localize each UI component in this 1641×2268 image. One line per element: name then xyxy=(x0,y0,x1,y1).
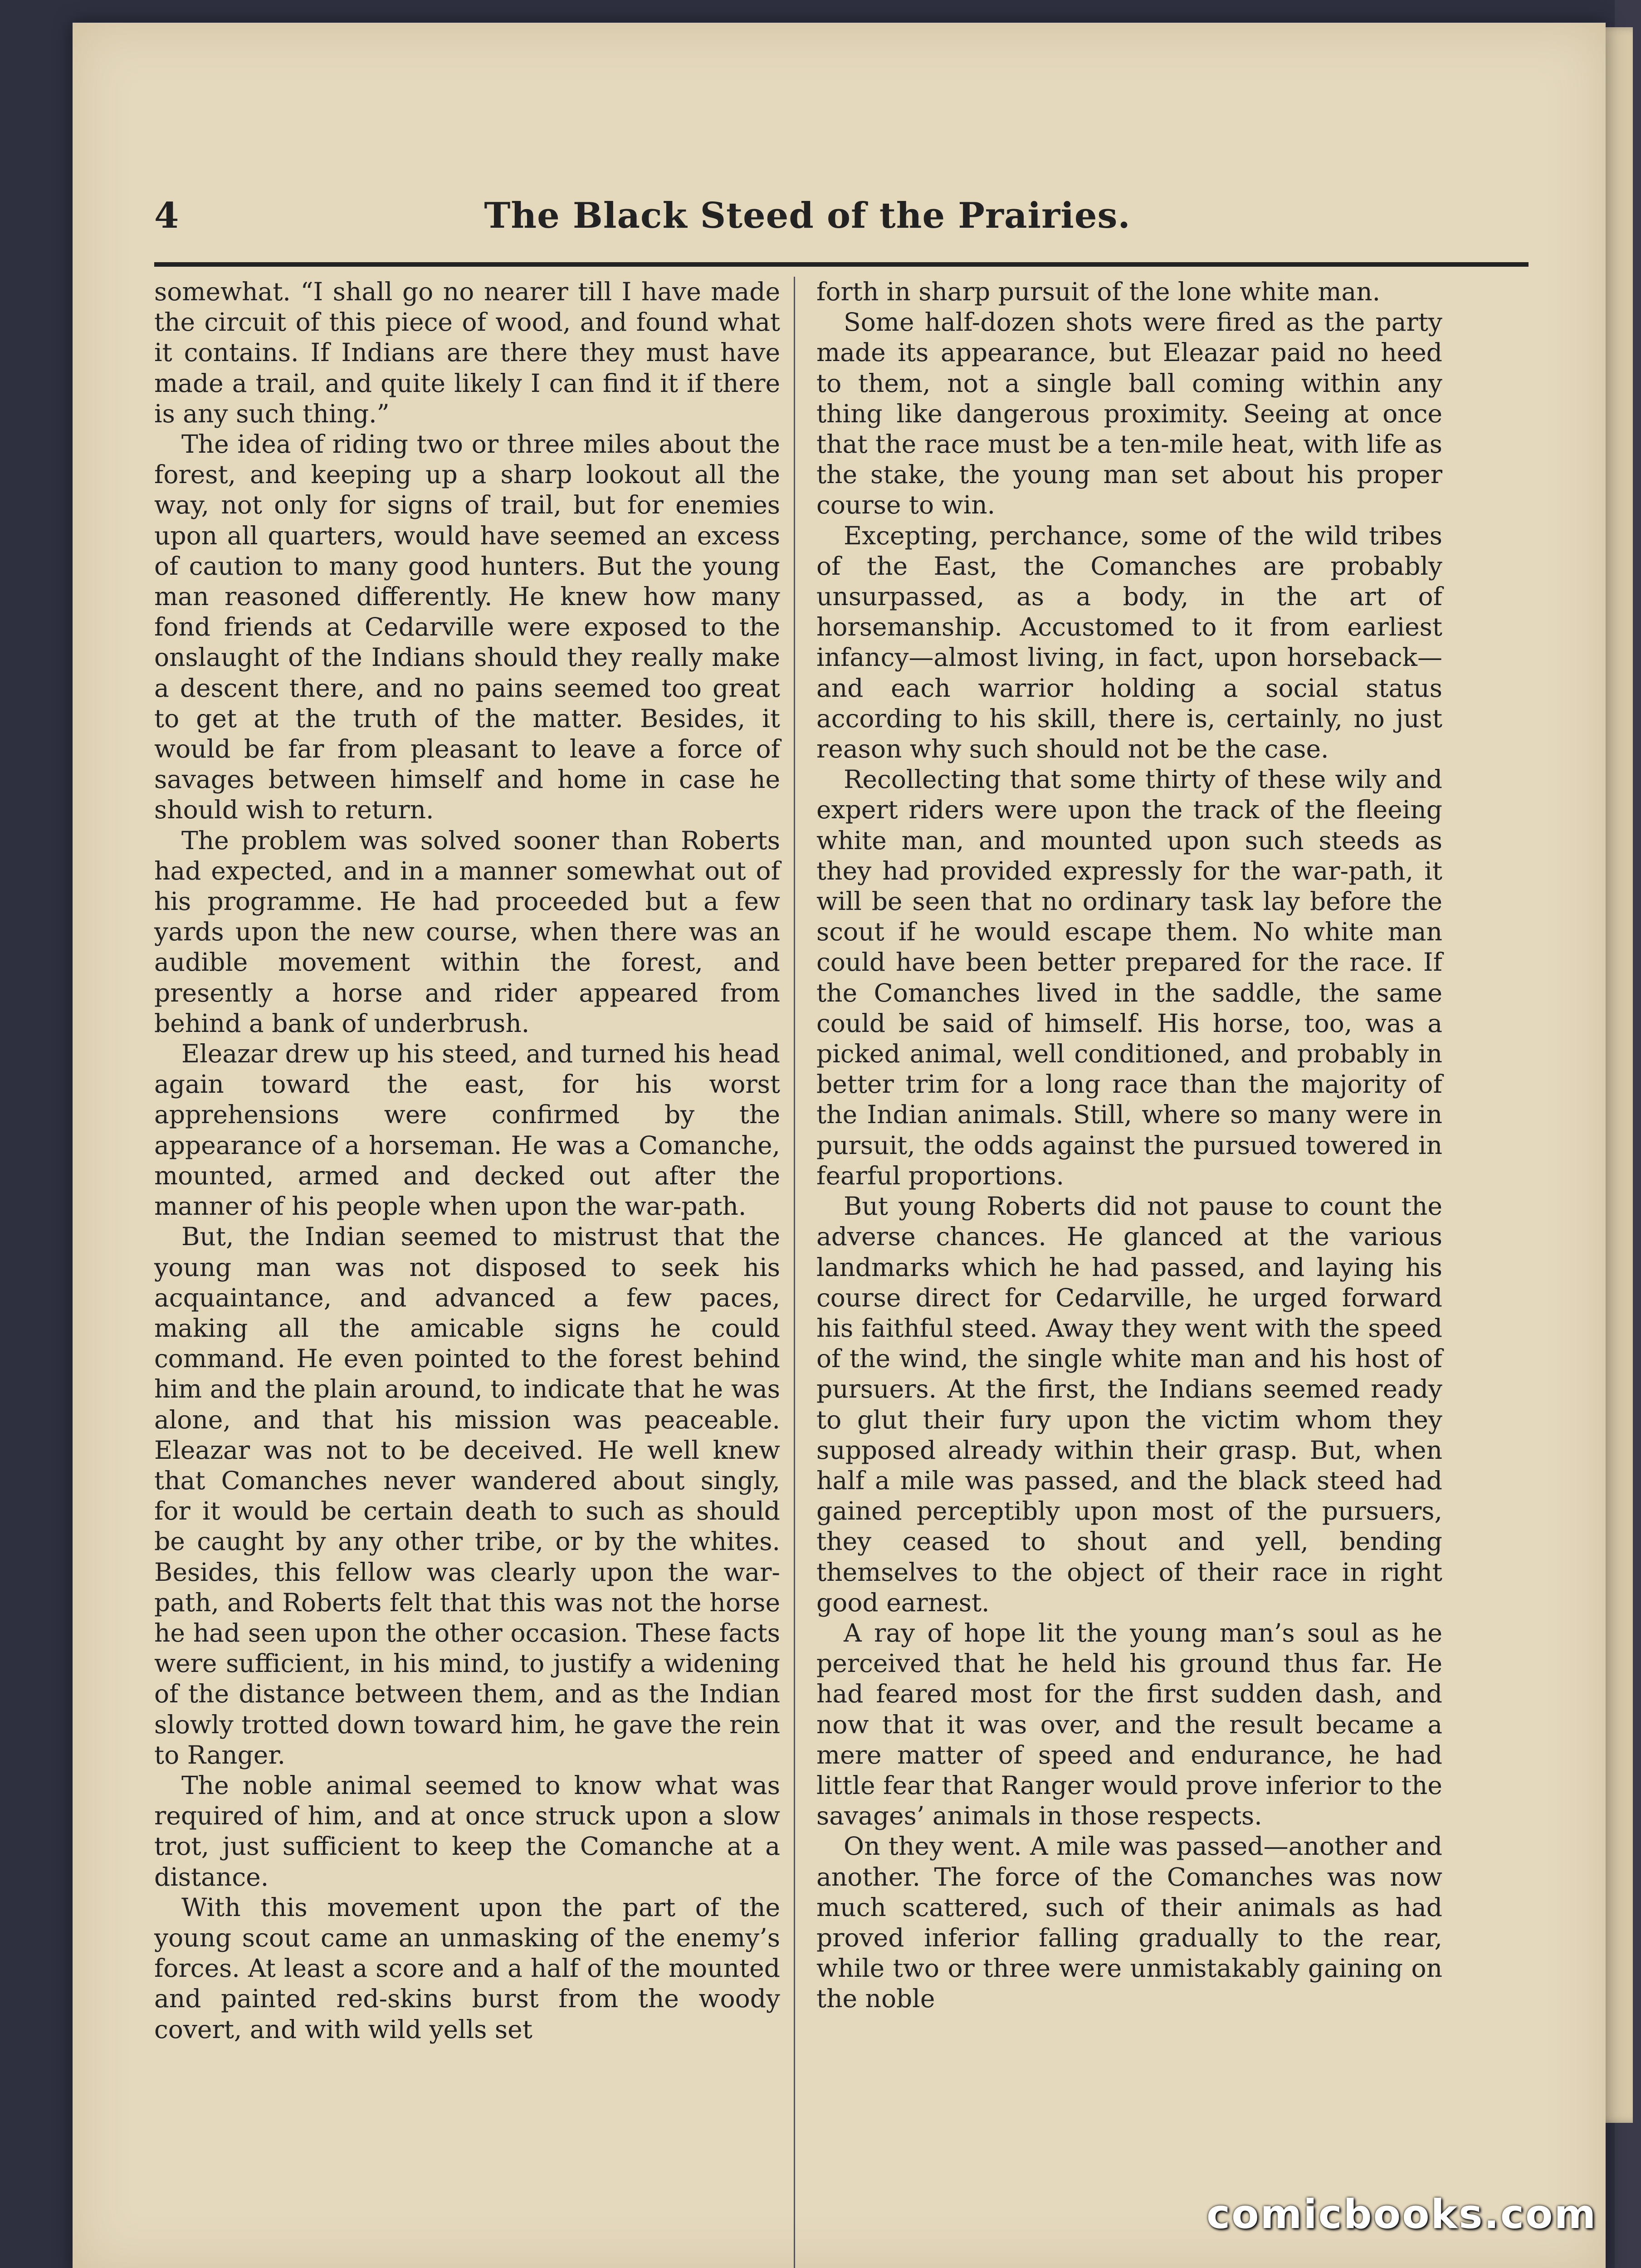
paragraph: On they went. A mile was passed—another and another. The force of the Comanches was now much scattered, such of their animals as had proved inferior falling gradually to the rear, while two or three were unmistakably gaining on the noble xyxy=(816,1832,1442,2014)
paragraph: The problem was solved sooner than Roberts had expected, and in a manner somewhat out of his programme. He had proceeded but a few yards upon the new course, when there was an audible movement within the forest, and presently a horse and rider appeared from behind a bank of underbrush. xyxy=(154,826,780,1038)
watermark: comicbooks.com xyxy=(1206,2191,1597,2238)
paragraph: With this movement upon the part of the young scout came an unmasking of the enemy’s forces. At least a score and a half of the mounted and painted red-skins burst from the woody covert, and with wild yells set xyxy=(154,1892,780,2044)
paragraph: Eleazar drew up his steed, and turned his head again toward the east, for his worst apprehensions were confirmed by the appearance of a horseman. He was a Comanche, mounted, armed and decked out after the manner of his people when upon the war-path. xyxy=(154,1039,780,1221)
paragraph: But young Roberts did not pause to count the adverse chances. He glanced at the various landmarks which he had passed, and laying his course direct for Cedarville, he urged forward his faithful steed. Away they went with the speed of the wind, the single white man and his host of pursuers. At the first, the Indians seemed ready to glut their fury upon the victim whom they supposed already within their grasp. But, when half a mile was passed, and the black steed had gained perceptibly upon most of the pursuers, they ceased to shout and yell, bending themselves to the object of their race in right good earnest. xyxy=(816,1192,1442,1617)
book-page xyxy=(73,23,1606,2268)
paragraph: The noble animal seemed to know what was required of him, and at once struck upon a slow trot, just sufficient to keep the Comanche at a distance. xyxy=(154,1770,780,1892)
paragraph: somewhat. “I shall go no nearer till I have made the circuit of this piece of wood, and found what it contains. If Indians are there they must have made a trail, and quite likely I can find it if there is any such thing.” xyxy=(154,277,780,428)
paragraph: Recollecting that some thirty of these wily and expert riders were upon the track of the fleeing white man, and mounted upon such steeds as they had provided expressly for the war-path, it will be seen that no ordinary task lay before the scout if he would escape them. No white man could have been better prepared for the race. If the Comanches lived in the saddle, the same could be said of himself. His horse, too, was a picked animal, well conditioned, and probably in better trim for a long race than the majority of the Indian animals. Still, where so many were in pursuit, the odds against the pursued towered in fearful proportions. xyxy=(816,765,1442,1190)
left-column xyxy=(154,277,780,2045)
page-number: 4 xyxy=(154,195,179,236)
paragraph: A ray of hope lit the young man’s soul as he perceived that he held his ground thus far. He had feared most for the first sudden dash, and now that it was over, and the result became a mere matter of speed and endurance, he had little fear that Ranger would prove inferior to the savages’ animals in those respects. xyxy=(816,1618,1442,1831)
paragraph: Some half-dozen shots were fired as the party made its appearance, but Eleazar paid no heed to them, not a single ball coming within any thing like dangerous proximity. Seeing at once that the race must be a ten-mile heat, with life as the stake, the young man set about his proper course to win. xyxy=(816,308,1442,520)
paragraph: But, the Indian seemed to mistrust that the young man was not disposed to seek his acquaintance, and advanced a few paces, making all the amicable signs he could command. He even pointed to the forest behind him and the plain around, to indicate that he was alone, and that his mission was peaceable. Eleazar was not to be deceived. He well knew that Comanches never wandered about singly, for it would be certain death to such as should be caught by any other tribe, or by the whites. Besides, this fellow was clearly upon the war-path, and Roberts felt that this was not the horse he had seen upon the other occasion. These facts were sufficient, in his mind, to justify a widening of the distance between them, and as the Indian slowly trotted down toward him, he gave the rein to Ranger. xyxy=(154,1222,780,1769)
page-header xyxy=(154,191,1460,259)
paragraph: Excepting, perchance, some of the wild tribes of the East, the Comanches are probably unsurpassed, as a body, in the art of horsemanship. Accustomed to it from earliest infancy—almost living, in fact, upon horseback—and each warrior holding a social status according to his skill, there is, certainly, no just reason why such should not be the case. xyxy=(816,521,1442,764)
right-column xyxy=(816,277,1442,2014)
paragraph: The idea of riding two or three miles about the forest, and keeping up a sharp lookout all the way, not only for signs of trail, but for enemies upon all quarters, would have seemed an excess of caution to many good hunters. But the young man reasoned differently. He knew how many fond friends at Cedarville were exposed to the onslaught of the Indians should they really make a descent there, and no pains seemed too great to get at the truth of the matter. Besides, it would be far from pleasant to leave a force of savages between himself and home in case he should wish to return. xyxy=(154,430,780,825)
header-rule xyxy=(154,262,1529,267)
paragraph: forth in sharp pursuit of the lone white man. xyxy=(816,277,1381,306)
running-title: The Black Steed of the Prairies. xyxy=(484,195,1131,236)
column-divider xyxy=(794,277,795,2268)
